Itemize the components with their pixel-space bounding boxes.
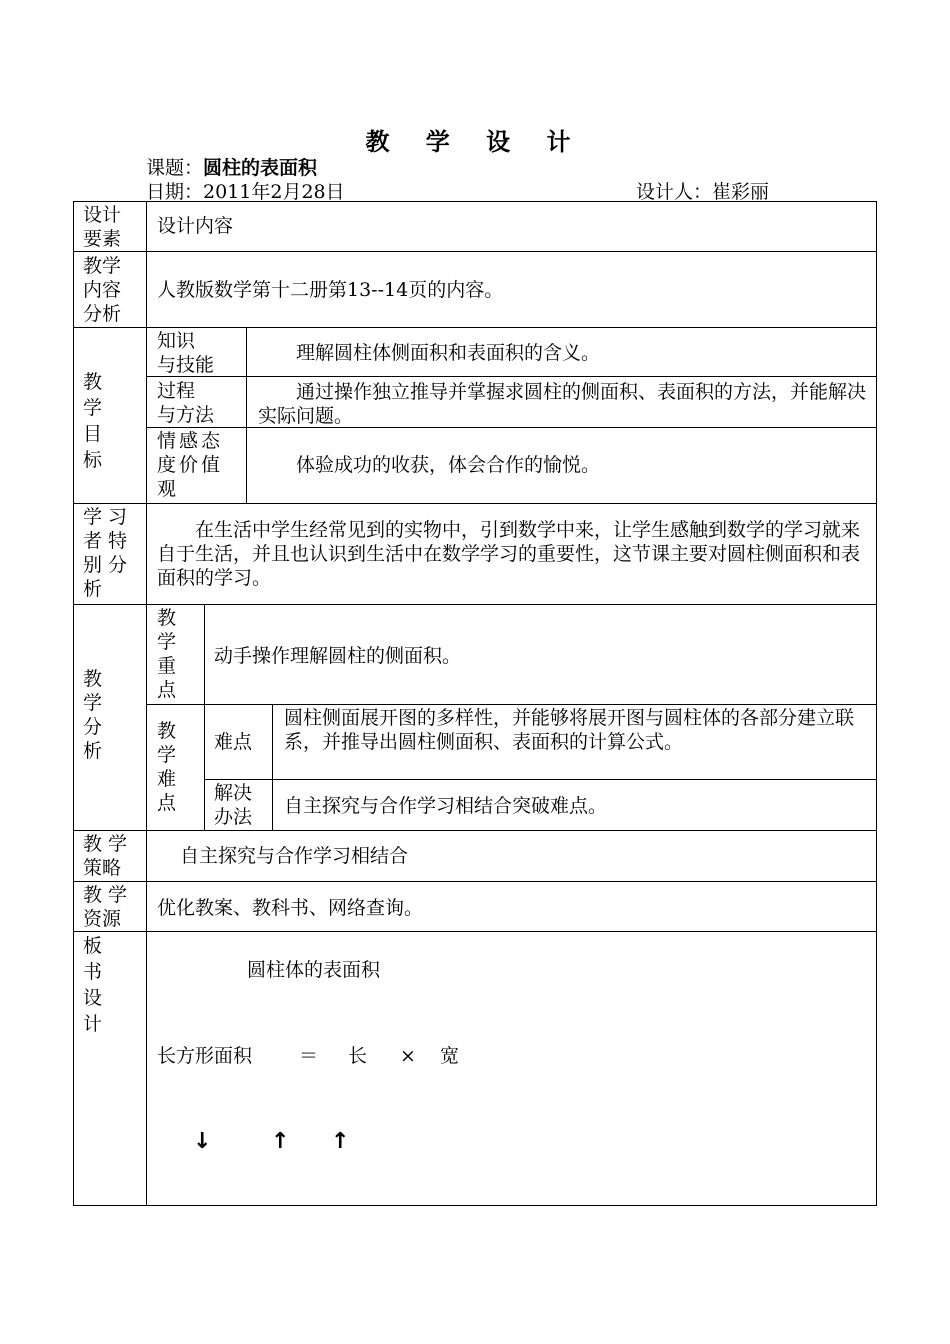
designer-label: 设计人： [636,181,713,203]
table-border-right [876,201,877,1205]
learner-analysis-text: 在生活中学生经常见到的实物中，引到数学中来，让学生感触到数学的学习就来自于生活，并且也认识到生活中在数学学习的重要性，这节课主要对圆柱侧面积和表面积的学习。 [157,519,861,589]
date-value: 2011年2月28日 [203,181,345,203]
board-formula [157,1044,487,1070]
row-divider [204,779,877,780]
strategy-label: 教 学 策略 [83,833,128,879]
strategy-text: 自主探究与合作学习相结合 [180,845,409,867]
teaching-analysis-label: 教 学 分 析 [83,668,103,762]
goals-label: 教 学 目 标 [83,371,103,471]
content-analysis-text: 人教版数学第十二册第13--14页的内容。 [157,279,504,301]
row-divider [73,830,877,831]
formula-length: 长 [348,1045,368,1067]
learner-analysis-label: 学 习 者 特 别 分 析 [83,506,128,600]
formula-equals: ＝ [299,1045,319,1067]
col-divider [146,201,147,1205]
row-divider [73,881,877,882]
arrow-up-icon: ↑ [271,1129,290,1154]
row-divider [73,503,877,504]
formula-left: 长方形面积 [157,1045,253,1067]
resource-text: 优化教案、教科书、网络查询。 [157,897,424,919]
goal-attitude-label: 情感态 度价值 观 [157,430,224,500]
col-divider [272,704,273,830]
formula-width: 宽 [440,1045,460,1067]
col-divider [204,604,205,830]
row-divider [146,376,877,377]
row-divider [73,604,877,605]
row-divider [73,251,877,252]
design-elements-label: 设计 要素 [83,204,122,250]
topic-value: 圆柱的表面积 [203,157,318,179]
topic-label: 课题： [146,157,204,179]
goal-knowledge-label: 知识 与技能 [157,330,215,376]
date-line [146,177,345,204]
table-border-left [73,201,74,1205]
design-content-header: 设计内容 [157,215,234,237]
arrow-up-icon: ↑ [331,1129,350,1154]
row-divider [73,327,877,328]
board-design-label: 板 书 设 计 [83,935,103,1035]
key-point-text: 动手操作理解圆柱的侧面积。 [214,645,462,667]
difficulty-label: 教 学 难 点 [157,720,177,814]
col-divider [246,327,247,503]
difficulty-text: 圆柱侧面展开图的多样性，并能够将展开图与圆柱体的各部分建立联系，并推导出圆柱侧面积、表面积的计算公式。 [284,707,855,753]
difficulty-sub-label: 难点 [214,731,253,753]
date-label: 日期： [146,181,204,203]
goal-process-text: 通过操作独立推导并掌握求圆柱的侧面积、表面积的方法，并能解决实际问题。 [258,381,867,427]
goal-attitude-text: 体验成功的收获，体会合作的愉悦。 [296,454,601,476]
topic-line [146,153,317,180]
goal-knowledge-text: 理解圆柱体侧面积和表面积的含义。 [296,342,601,364]
board-title: 圆柱体的表面积 [247,959,381,981]
solution-text: 自主探究与合作学习相结合突破难点。 [284,795,608,817]
arrow-down-icon: ↓ [193,1129,212,1154]
goal-process-label: 过程 与方法 [157,380,215,426]
resource-label: 教 学 资源 [83,884,128,930]
table-border-bottom [73,1205,877,1206]
solution-sub-label: 解决 办法 [214,782,253,828]
row-divider [146,704,877,705]
designer-value: 崔彩丽 [712,181,770,203]
key-point-label: 教 学 重 点 [157,607,177,701]
page-title: 教 学 设 计 [365,127,585,156]
table-border-top [73,201,877,202]
designer-line [636,177,769,204]
row-divider [73,931,877,932]
formula-times: × [400,1045,416,1067]
content-analysis-label: 教学 内容 分析 [83,255,122,325]
